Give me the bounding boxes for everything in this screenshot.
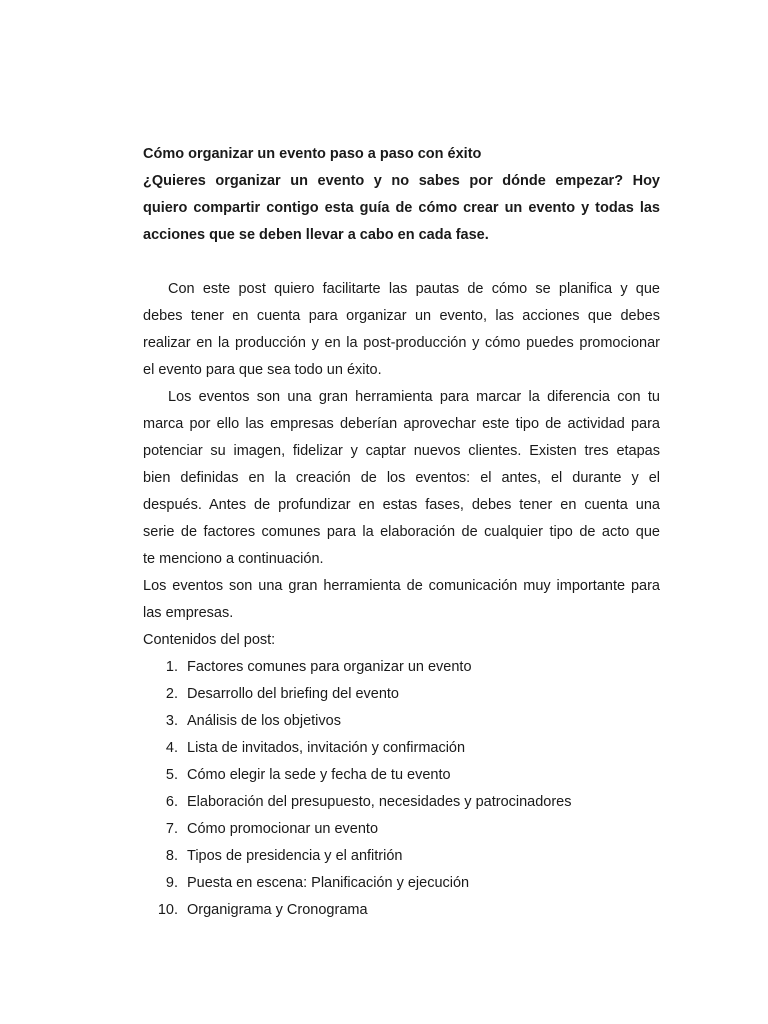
list-item [143, 762, 660, 789]
intro-line: ¿Quieres organizar un evento y no sabes por dónde empezar? Hoy [143, 173, 660, 189]
paragraph-line: realizar en la producción y en la post-producción y cómo puedes promocionar [143, 335, 660, 351]
document-title: Cómo organizar un evento paso a paso con éxito [143, 146, 482, 162]
list-item [143, 708, 660, 735]
blank-line [143, 249, 660, 276]
paragraph-line: debes tener en cuenta para organizar un evento, las acciones que debes [143, 308, 660, 324]
list-item [143, 654, 660, 681]
paragraph-line: Los eventos son una gran herramienta para marcar la diferencia con tu [168, 389, 660, 405]
list-item-number: 7. [165, 821, 178, 837]
intro-line: quiero compartir contigo esta guía de cómo crear un evento y todas las [143, 200, 660, 216]
list-item-number: 9. [165, 875, 178, 891]
contents-heading: Contenidos del post: [143, 632, 276, 648]
paragraph-line: Con este post quiero facilitarte las pautas de cómo se planifica y que [168, 281, 660, 297]
paragraph-line: marca por ello las empresas deberían aprovechar este tipo de actividad para [143, 416, 660, 432]
intro-line: acciones que se deben llevar a cabo en cada fase. [143, 227, 489, 243]
list-item-number: 5. [165, 767, 178, 783]
list-item [143, 897, 660, 924]
paragraph-line: te menciono a continuación. [143, 551, 324, 567]
list-item-text: Cómo elegir la sede y fecha de tu evento [187, 767, 451, 783]
list-item-number: 2. [165, 686, 178, 702]
list-item-number: 10. [157, 902, 178, 918]
list-item-text: Factores comunes para organizar un evento [187, 659, 472, 675]
list-item-text: Desarrollo del briefing del evento [187, 686, 399, 702]
paragraph-line: el evento para que sea todo un éxito. [143, 362, 382, 378]
contents-list [143, 654, 660, 924]
list-item-text: Puesta en escena: Planificación y ejecución [187, 875, 470, 891]
paragraph-2 [143, 384, 660, 573]
list-item-number: 6. [165, 794, 178, 810]
list-item [143, 870, 660, 897]
paragraph-line: después. Antes de profundizar en estas fases, debes tener en cuenta una [143, 497, 660, 513]
list-item-number: 3. [165, 713, 178, 729]
list-item [143, 816, 660, 843]
list-item-text: Análisis de los objetivos [187, 713, 341, 729]
document-page [143, 141, 660, 924]
paragraph-line: las empresas. [143, 605, 234, 621]
list-item-text: Organigrama y Cronograma [187, 902, 368, 918]
paragraph-line: Los eventos son una gran herramienta de comunicación muy importante para [143, 578, 660, 594]
list-item-text: Elaboración del presupuesto, necesidades y patrocinadores [187, 794, 572, 810]
intro-paragraph [143, 168, 660, 249]
list-item-number: 8. [165, 848, 178, 864]
list-item-text: Lista de invitados, invitación y confirmación [187, 740, 466, 756]
list-item-text: Tipos de presidencia y el anfitrión [187, 848, 403, 864]
list-item-number: 4. [165, 740, 178, 756]
list-item-number: 1. [165, 659, 178, 675]
list-item [143, 843, 660, 870]
paragraph-line: serie de factores comunes para la elaboración de cualquier tipo de acto que [143, 524, 660, 540]
paragraph-1 [143, 276, 660, 384]
paragraph-line: bien definidas en la creación de los eventos: el antes, el durante y el [143, 470, 660, 486]
list-item [143, 735, 660, 762]
paragraph-3 [143, 573, 660, 627]
list-item [143, 789, 660, 816]
list-item [143, 681, 660, 708]
list-item-text: Cómo promocionar un evento [187, 821, 379, 837]
paragraph-line: potenciar su imagen, fidelizar y captar nuevos clientes. Existen tres etapas [143, 443, 660, 459]
